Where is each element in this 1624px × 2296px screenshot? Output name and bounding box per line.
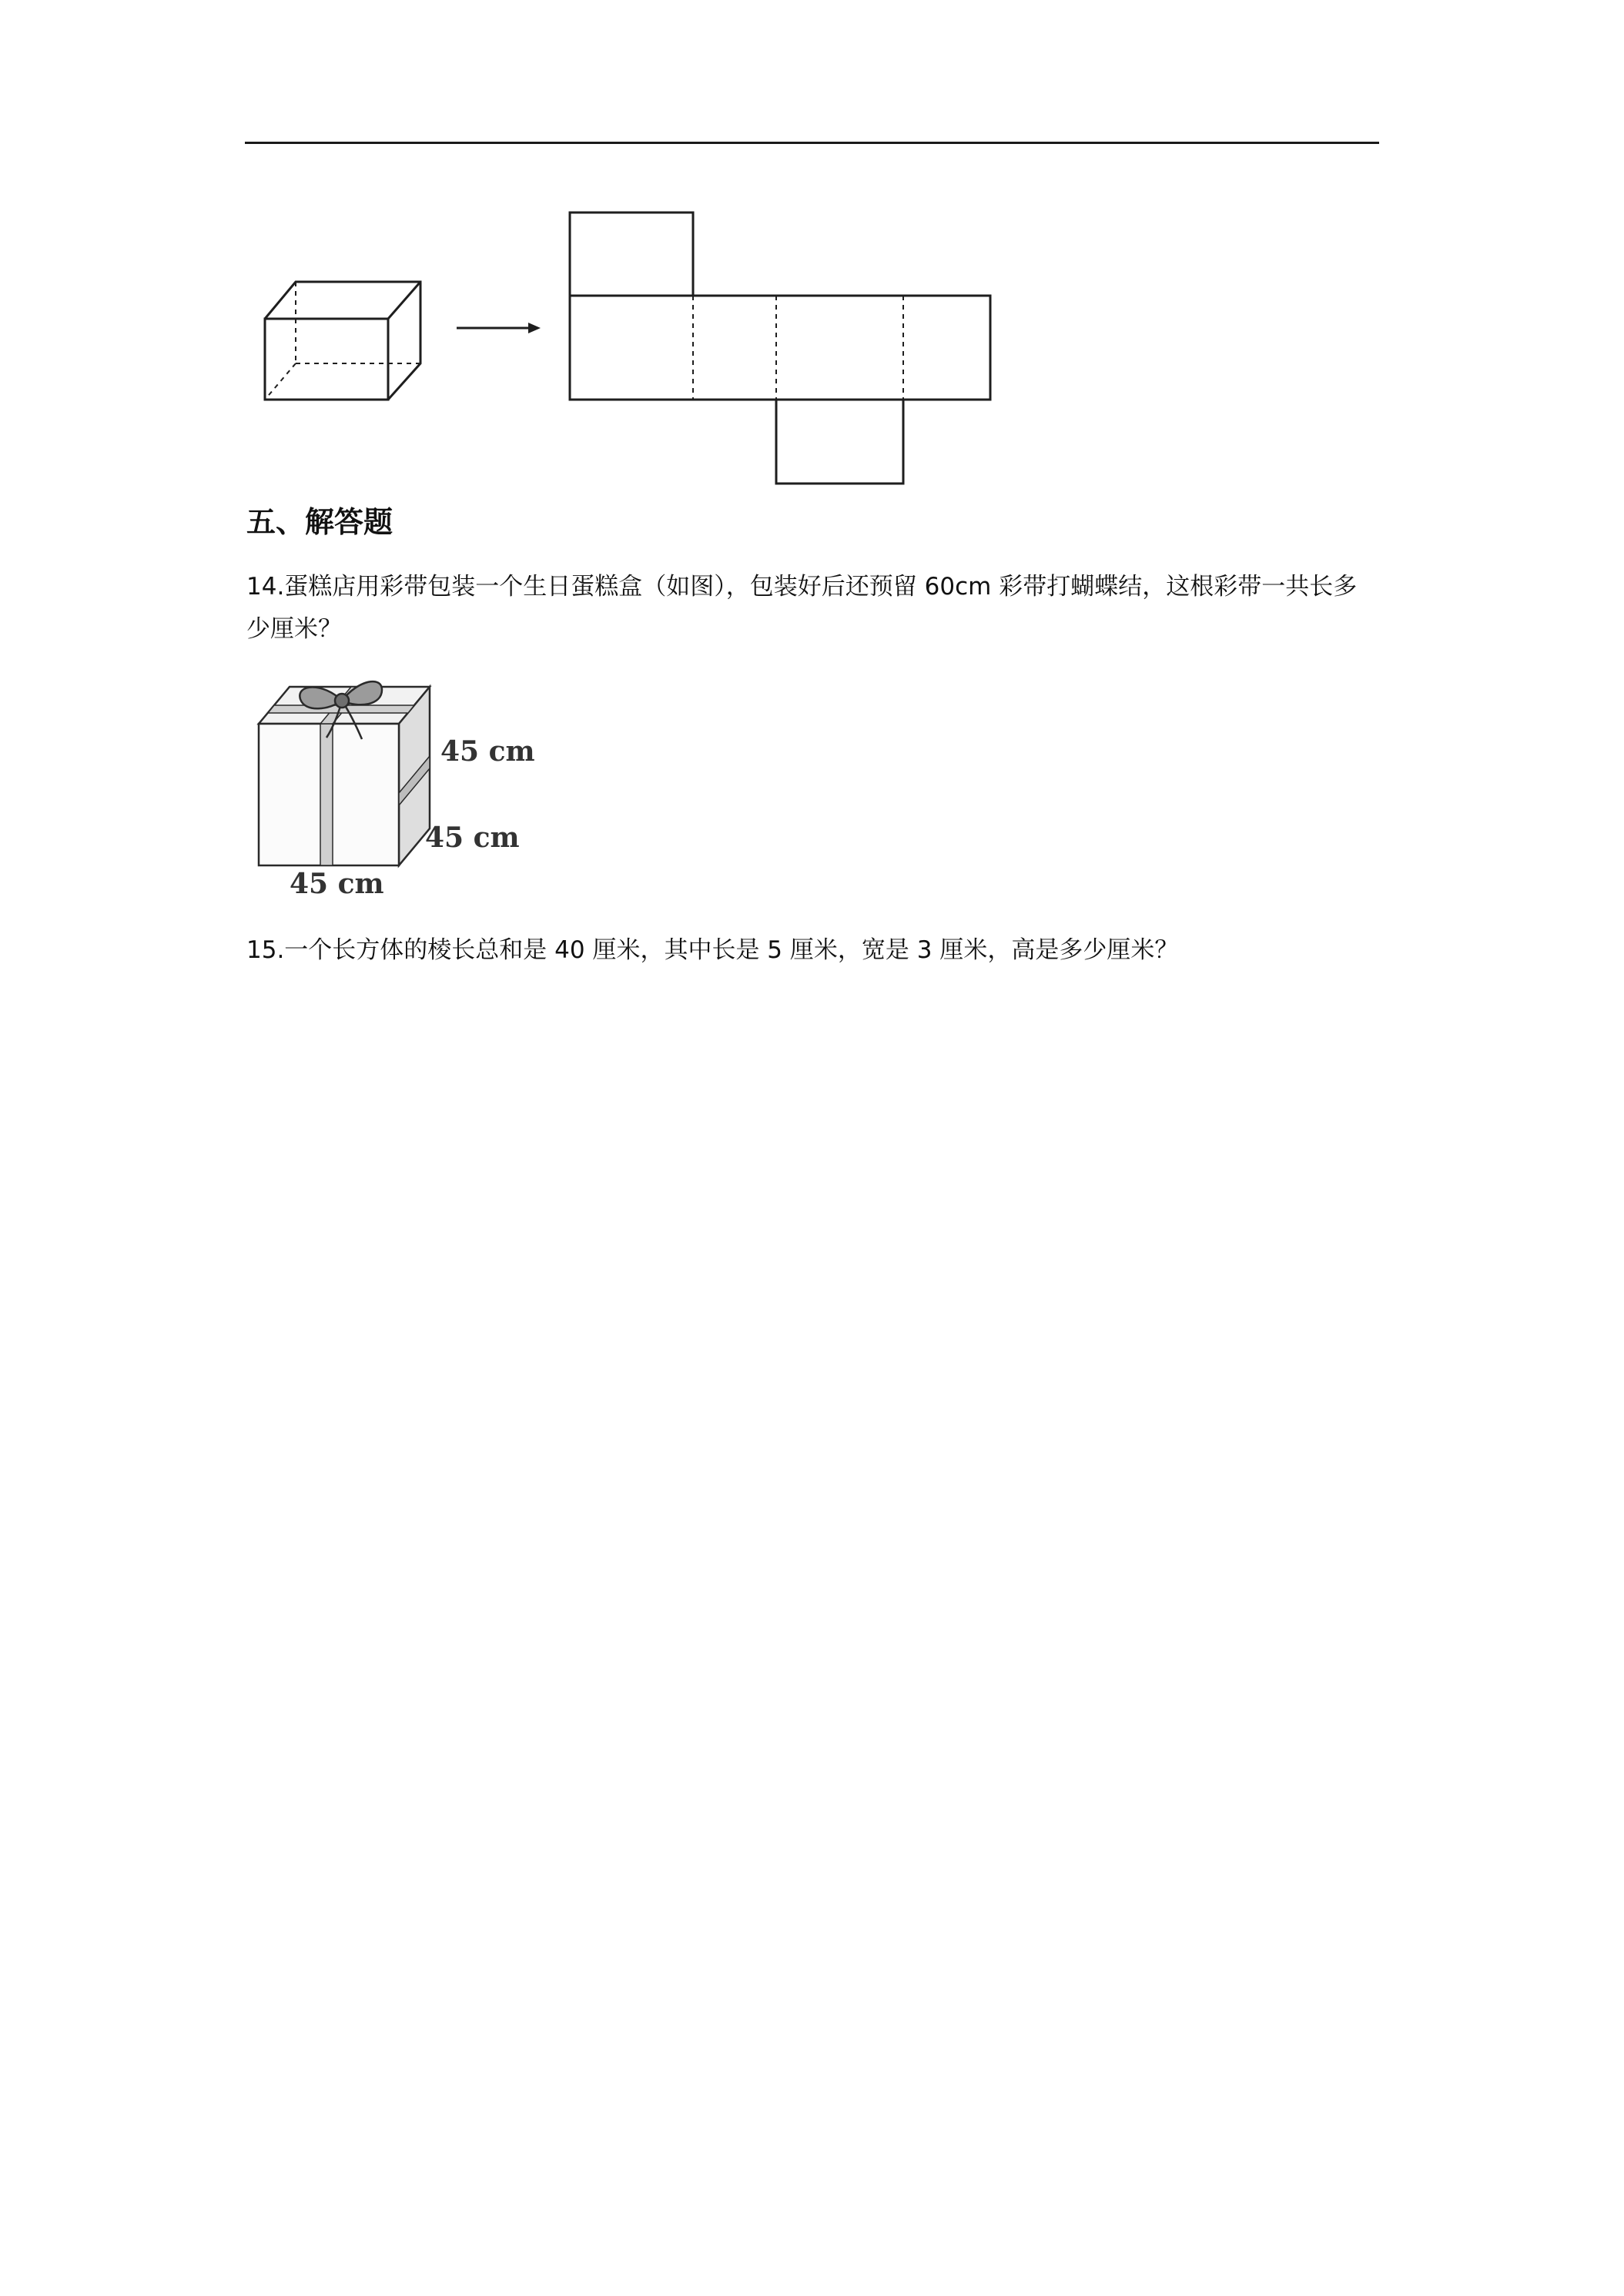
gift-box-drawing [259, 687, 430, 865]
gift-box-figure [246, 668, 570, 907]
cuboid-drawing [265, 282, 420, 400]
arrow-right-icon [457, 323, 541, 333]
question-14: 14.蛋糕店用彩带包装一个生日蛋糕盒（如图），包装好后还预留 60cm 彩带打蝴蝶结，这根彩带一共长多少厘米？ [246, 573, 1358, 643]
cuboid-net-drawing [570, 213, 990, 484]
length-label: 45 cm [290, 868, 384, 900]
question-15: 15.一个长方体的棱长总和是 40 厘米，其中长是 5 厘米，宽是 3 厘米，高是多少厘米？ [246, 936, 1179, 964]
section-title: 五、解答题 [246, 505, 393, 539]
width-label: 45 cm [425, 822, 520, 854]
cuboid-net-figure [246, 202, 993, 494]
header-rule [245, 142, 1379, 144]
height-label: 45 cm [440, 735, 535, 768]
